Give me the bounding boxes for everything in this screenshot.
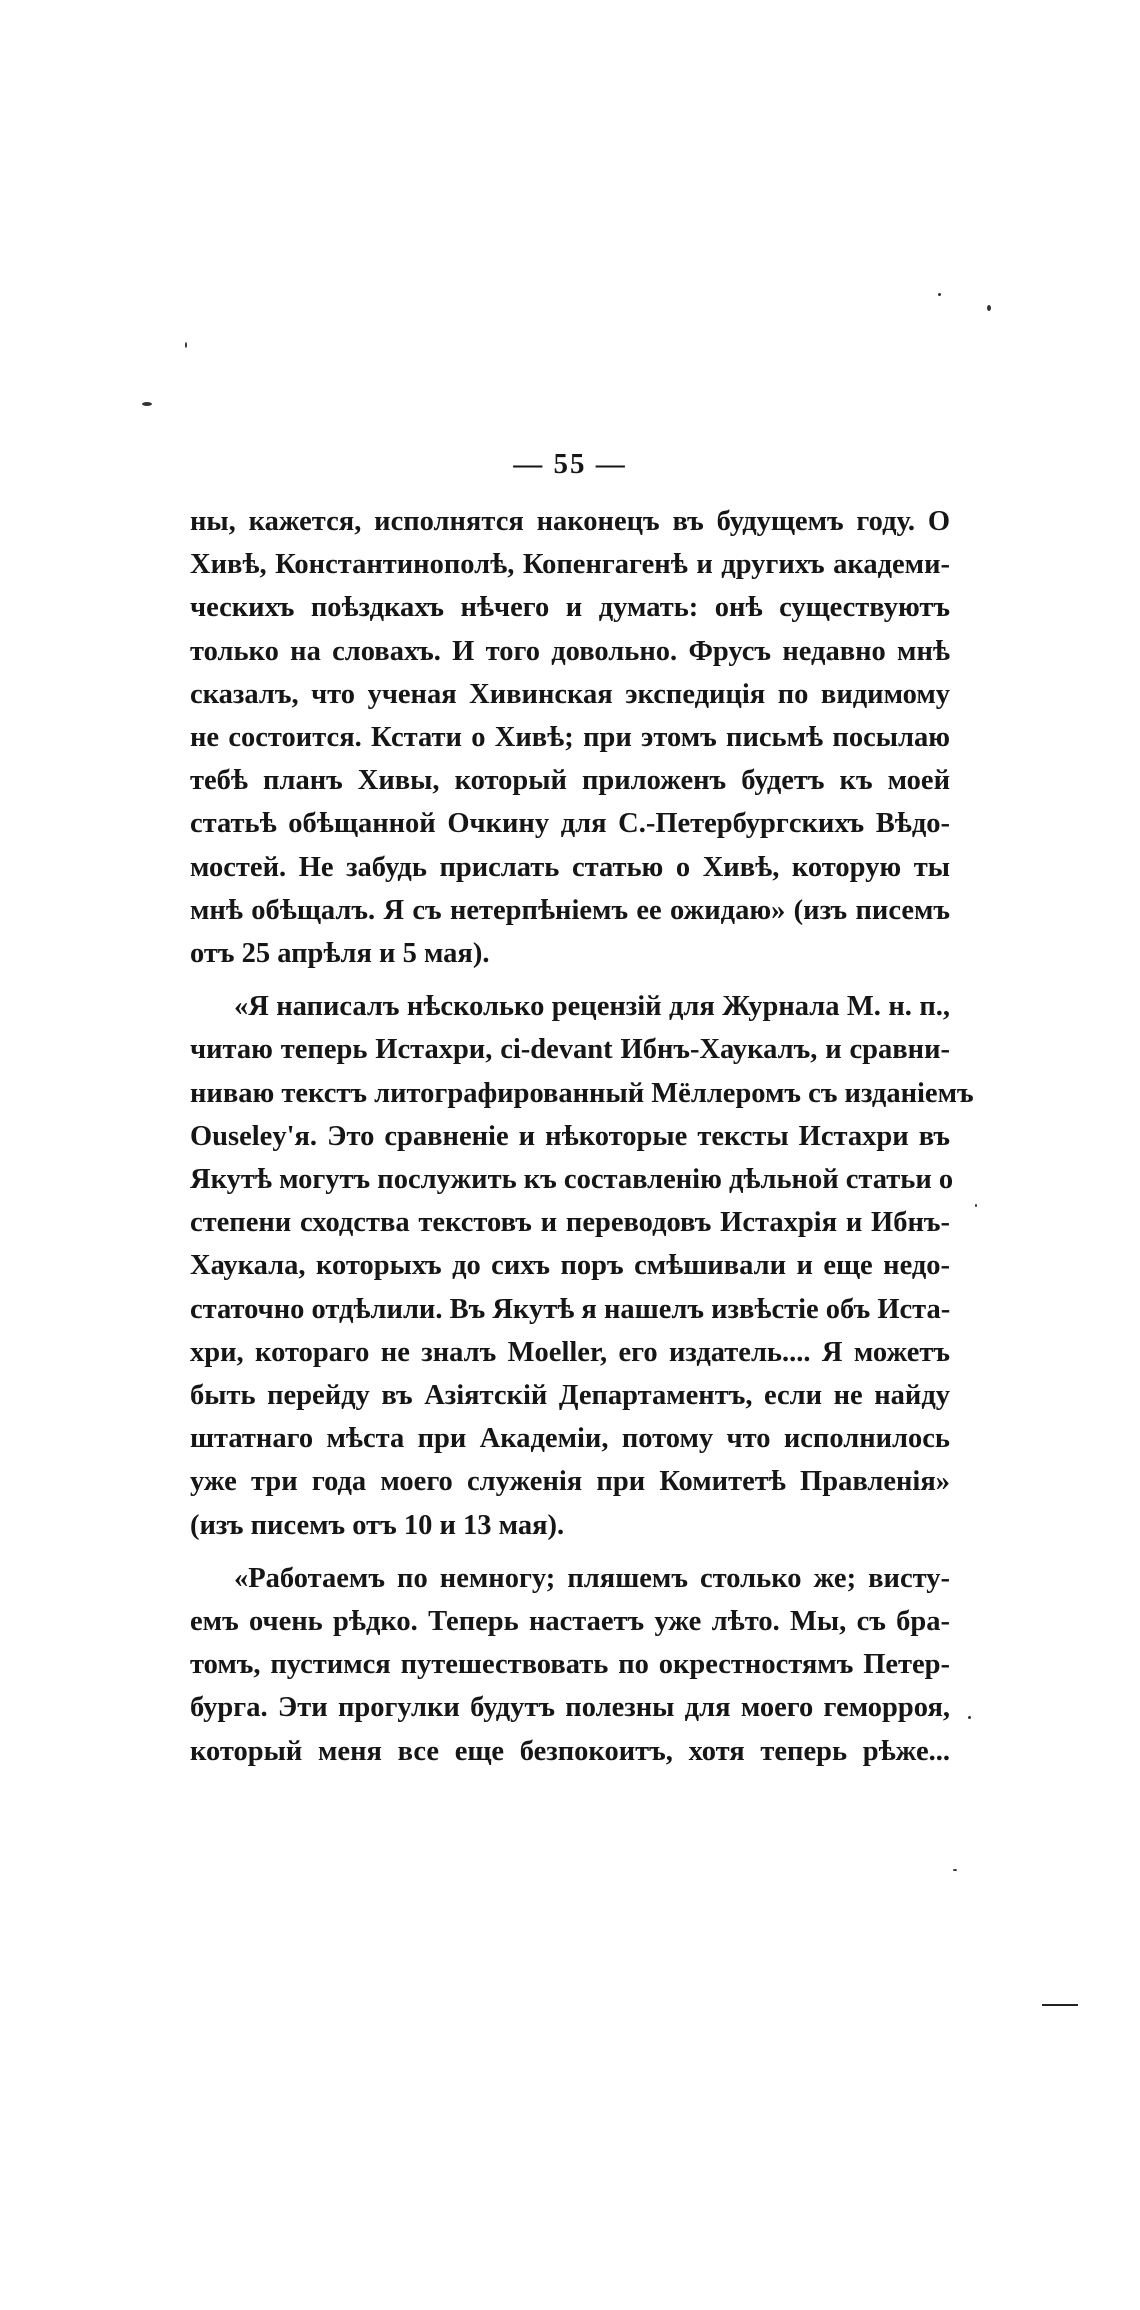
text-line: штатнаго мѣста при Академіи, потому что исполнилось	[190, 1423, 950, 1455]
text-line: отъ 25 апрѣля и 5 мая).	[190, 938, 490, 970]
text-line: (изъ писемъ отъ 10 и 13 мая).	[190, 1509, 565, 1541]
text-line: степени сходства текстовъ и переводовъ Истахрія и Ибнъ-	[190, 1207, 950, 1239]
text-line: уже три года моего служенія при Комитетѣ Правленія»	[190, 1466, 950, 1498]
scan-speck	[975, 1204, 977, 1207]
paragraph-2	[190, 985, 974, 1547]
text-line: сказалъ, что ученая Хивинская экспедиція по видимому	[190, 678, 950, 710]
paragraph-3	[190, 1557, 950, 1773]
body-text	[190, 500, 974, 1773]
text-line: ны, кажется, исполнятся наконецъ въ будущемъ году. О	[190, 506, 950, 537]
scan-speck	[968, 1716, 971, 1719]
text-line: мостей. Не забудь прислать статью о Хивѣ, которую ты	[190, 851, 950, 883]
text-line: Хаукала, которыхъ до сихъ поръ смѣшивали и еще недо-	[190, 1250, 950, 1282]
text-line: «Работаемъ по немногу; пляшемъ столько же; висту-	[234, 1562, 950, 1594]
scan-speck	[953, 1869, 957, 1871]
text-line: Ouseley'я. Это сравненіе и нѣкоторые тексты Истахри въ	[190, 1120, 950, 1152]
text-line: Якутѣ могутъ послужить къ составленію дѣльной статьи о	[190, 1164, 954, 1196]
scan-speck	[185, 342, 187, 348]
text-line: не состоится. Кстати о Хивѣ; при этомъ письмѣ посылаю	[190, 722, 950, 754]
text-line: быть перейду въ Азіятскій Департаментъ, если не найду	[190, 1380, 950, 1412]
page-number: — 55 —	[513, 448, 627, 480]
scan-speck	[938, 293, 941, 296]
text-line: томъ, пустимся путешествовать по окрестностямъ Петер-	[190, 1649, 950, 1681]
text-line: только на словахъ. И того довольно. Фрусъ недавно мнѣ	[190, 635, 950, 667]
scan-speck	[987, 305, 991, 311]
text-line: хри, котораго не зналъ Moeller, его издатель.... Я можетъ	[190, 1336, 950, 1368]
scan-speck	[142, 402, 152, 406]
text-line: емъ очень рѣдко. Теперь настаетъ уже лѣто. Мы, съ бра-	[190, 1606, 950, 1638]
text-line: читаю теперь Истахри, ci-devant Ибнъ-Хаукалъ, и сравни-	[190, 1034, 950, 1066]
text-line: статьѣ обѣщанной Очкину для С.-Петербургскихъ Вѣдо-	[190, 808, 950, 840]
text-line: мнѣ обѣщалъ. Я съ нетерпѣніемъ ее ожидаю» (изъ писемъ	[190, 894, 950, 926]
text-line: статочно отдѣлили. Въ Якутѣ я нашелъ извѣстіе объ Иста-	[190, 1293, 951, 1325]
paragraph-1	[190, 500, 950, 975]
text-line: ческихъ поѣздкахъ нѣчего и думать: онѣ существуютъ	[190, 592, 950, 624]
text-line: бурга. Эти прогулки будутъ полезны для моего геморроя,	[190, 1692, 950, 1724]
text-line: «Я написалъ нѣсколько рецензій для Журнала М. н. п.,	[234, 991, 950, 1023]
text-line: который меня все еще безпокоитъ, хотя теперь рѣже...	[190, 1735, 950, 1767]
text-line: тебѣ планъ Хивы, который приложенъ будетъ къ моей	[190, 765, 950, 797]
scan-edge-mark	[1042, 2004, 1078, 2006]
text-line: Хивѣ, Константинополѣ, Копенгагенѣ и другихъ академи-	[190, 549, 950, 581]
text-line: ниваю текстъ литографированный Мёллеромъ съ изданіемъ	[190, 1077, 974, 1109]
